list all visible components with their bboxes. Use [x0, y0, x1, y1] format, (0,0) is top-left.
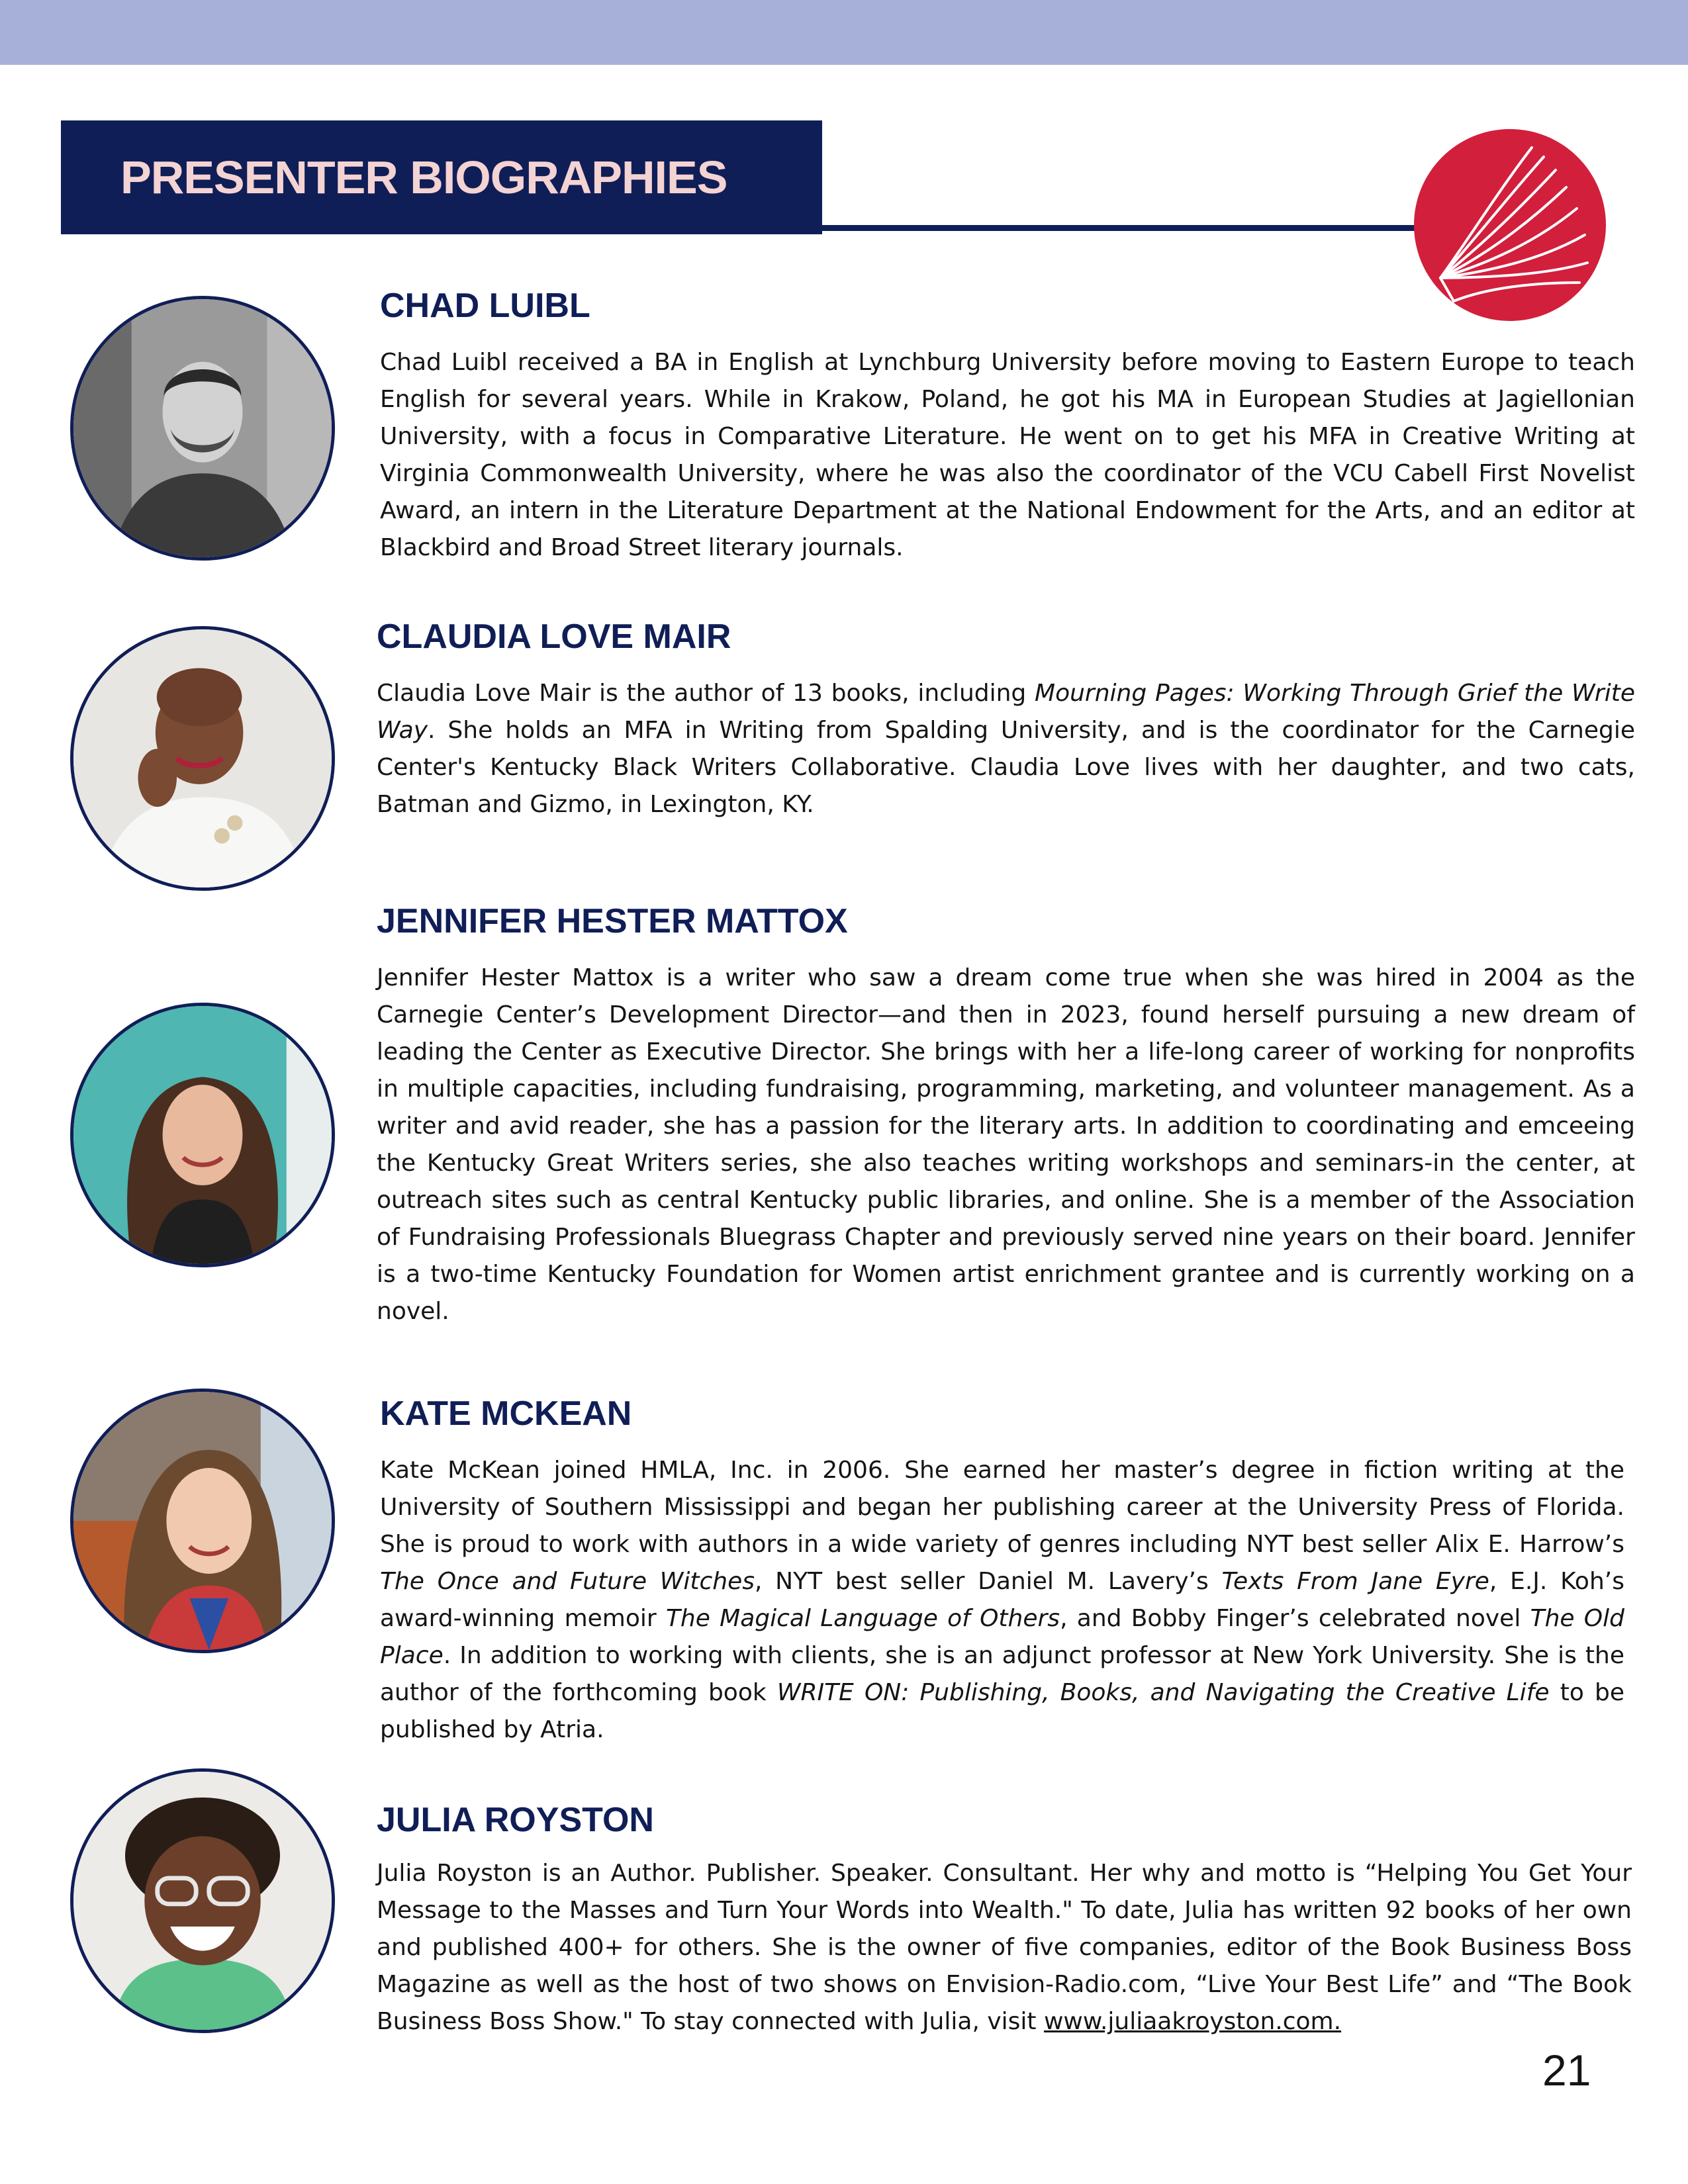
website-link[interactable]: www.juliaakroyston.com.: [1043, 2008, 1342, 2035]
presenter-bio: [377, 675, 1635, 823]
presenter-bio: [380, 1452, 1624, 1749]
presenter-photo: [70, 296, 335, 561]
presenter-photo: [70, 1768, 335, 2033]
presenter-name: KATE MCKEAN: [380, 1394, 632, 1433]
book-title: The Magical Language of Others: [665, 1605, 1060, 1632]
page-number: 21: [1542, 2046, 1591, 2095]
bio-text-run: , E.J. Koh’s award-winning memoir: [380, 1568, 1624, 1632]
presenter-photo: [70, 626, 335, 891]
presenter-name: JULIA ROYSTON: [377, 1801, 654, 1839]
page-title: PRESENTER BIOGRAPHIES: [120, 152, 727, 203]
portrait-julia-royston-icon: [73, 1772, 332, 2030]
presenter-name: JENNIFER HESTER MATTOX: [377, 902, 848, 940]
presenter-photo: [70, 1388, 335, 1653]
top-color-band: [0, 0, 1688, 65]
portrait-chad-luibl-icon: [73, 299, 332, 557]
book-title: Texts From Jane Eyre: [1221, 1568, 1489, 1595]
book-title: Mourning Pages: Working Through Grief the Write Way: [377, 680, 1635, 744]
presenter-bio: [377, 960, 1635, 1330]
presenter-photo: [70, 1003, 335, 1267]
bio-text-run: Claudia Love Mair is the author of 13 books, including: [377, 680, 1035, 707]
open-book-logo-icon: [1414, 129, 1606, 321]
book-title: The Once and Future Witches: [380, 1568, 755, 1595]
bio-text-run: Julia Royston is an Author. Publisher. Speaker. Consultant. Her why and motto is “Helping You Get Your Message to the Masses and Turn Your Words into Wealth." To date, Julia has written 92 books of her own and published 400+ for others. She is the owner of five companies, editor of the Book Business Boss Magazine as well as the host of two shows on Envision-Radio.com, “Live Your Best Life” and “The Book Business Boss Show." To stay connected with Julia, visit: [377, 1860, 1632, 2035]
portrait-claudia-love-mair-icon: [73, 629, 332, 887]
presenter-name: CHAD LUIBL: [380, 287, 590, 325]
bio-text-run: . In addition to working with clients, she is an adjunct professor at New York University. She is the author of the forthcoming book: [380, 1642, 1624, 1706]
header-rule: [822, 225, 1484, 231]
portrait-jennifer-hester-mattox-icon: [73, 1006, 332, 1264]
presenter-bio: [380, 344, 1635, 567]
bio-text-run: , NYT best seller Daniel M. Lavery’s: [754, 1568, 1222, 1595]
portrait-kate-mckean-icon: [73, 1392, 332, 1650]
bio-text-run: , and Bobby Finger’s celebrated novel: [1060, 1605, 1530, 1632]
presenter-name: CLAUDIA LOVE MAIR: [377, 617, 731, 656]
book-title: WRITE ON: Publishing, Books, and Navigating the Creative Life: [776, 1679, 1550, 1706]
bio-text-run: Kate McKean joined HMLA, Inc. in 2006. She earned her master’s degree in fiction writing at the University of Southern Mississippi and began her publishing career at the University Press of Florida. She is proud to work with authors in a wide variety of genres including NYT best seller Alix E. Harrow’s: [380, 1457, 1624, 1558]
bio-text-run: to be published by Atria.: [380, 1679, 1624, 1743]
bio-text-run: . She holds an MFA in Writing from Spalding University, and is the coordinator for the Carnegie Center's Kentucky Black Writers Collaborative. Claudia Love lives with her daughter, and two cats, Batman and Gizmo, in Lexington, KY.: [377, 717, 1635, 818]
section-header: [61, 120, 822, 234]
bio-text-run: Jennifer Hester Mattox is a writer who saw a dream come true when she was hired in 2004 as the Carnegie Center’s Development Director—and then in 2023, found herself pursuing a new dream of leading the Center as Executive Director. She brings with her a life-long career of working for nonprofits in multiple capacities, including fundraising, programming, marketing, and volunteer management. As a writer and avid reader, she has a passion for the literary arts. In addition to coordinating and emceeing the Kentucky Great Writers series, she also teaches writing workshops and seminars-in the center, at outreach sites such as central Kentucky public libraries, and online. She is a member of the Association of Fundraising Professionals Bluegrass Chapter and previously served nine years on their board. Jennifer is a two-time Kentucky Foundation for Women artist enrichment grantee and is currently working on a novel.: [377, 964, 1635, 1325]
presenter-bio: [377, 1855, 1632, 2040]
book-title: The Old Place: [380, 1605, 1624, 1669]
bio-text-run: Chad Luibl received a BA in English at Lynchburg University before moving to Eastern Europe to teach English for several years. While in Krakow, Poland, he got his MA in European Studies at Jagiellonian University, with a focus in Comparative Literature. He went on to get his MFA in Creative Writing at Virginia Commonwealth University, where he was also the coordinator of the VCU Cabell First Novelist Award, an intern in the Literature Department at the National Endowment for the Arts, and an editor at Blackbird and Broad Street literary journals.: [380, 349, 1635, 561]
